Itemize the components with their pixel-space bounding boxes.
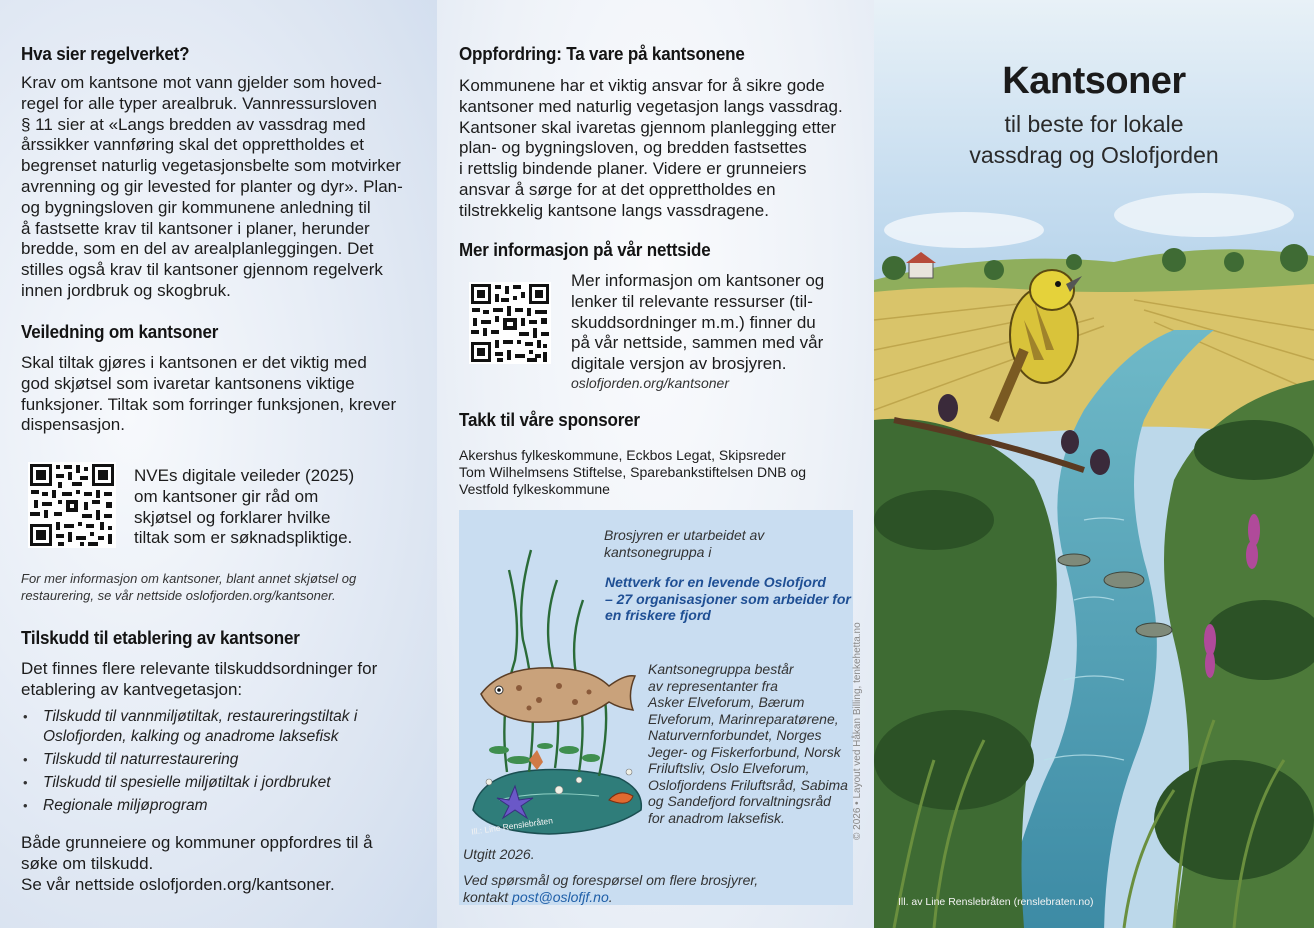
heading-tilskudd: Tilskudd til etablering av kantsoner: [21, 627, 300, 648]
published-year: Utgitt 2026.: [463, 846, 535, 862]
list-item: • Tilskudd til naturrestaurering: [21, 750, 431, 770]
sponsorer-text: Akershus fylkeskommune, Eckbos Legat, Skipsreder Tom Wilhelmsens Stiftelse, Sparebankstiftelsen DNB og Vestfold fylkeskommune: [459, 447, 807, 498]
heading-veiledning: Veiledning om kantsoner: [21, 321, 219, 342]
website-qr-code[interactable]: [469, 282, 551, 364]
cover-subtitle: til beste for lokale vassdrag og Oslofjorden: [969, 111, 1219, 168]
oppfordring-text: Kommunene har et viktig ansvar for å sikre gode kantsoner med naturlig vegetasjon langs vassdrag. Kantsoner skal ivaretas gjennom planlegging etter plan- og bygningsloven, og bredden fastsettes i rettslig bindende planer. Videre er grunneiers ansvar å sørge for at det opprettholdes en tilstrekkelig kantsone langs vassdragene.: [459, 76, 843, 220]
vertical-credit: © 2026 • Layout ved Håkan Billing, tenkehetta.no: [852, 622, 863, 840]
veiledning-text: Skal tiltak gjøres i kantsonen er det viktig med god skjøtsel som ivaretar kantsonens viktige funksjoner. Tiltak som forringer funksjonen, krever dispensasjon.: [21, 353, 397, 435]
network-name: Nettverk for en levende Oslofjord – 27 organisasjoner som arbeider for en friskere fjord: [605, 574, 851, 623]
list-item: • Tilskudd til spesielle miljøtiltak i jordbruket: [21, 773, 431, 793]
heading-regelverket: Hva sier regelverket?: [21, 43, 190, 64]
publisher-info-box: [459, 510, 853, 905]
nve-qr-code[interactable]: [28, 462, 116, 548]
list-item: • Regionale miljøprogram: [21, 796, 431, 816]
heading-mer-informasjon: Mer informasjon på vår nettside: [459, 239, 711, 260]
contact-info: Ved spørsmål og forespørsel om flere brosjyrer, kontakt post@oslofjf.no.: [463, 872, 759, 905]
cover-title: Kantsoner: [1002, 60, 1186, 102]
illustration-credit: Ill.: Line Renslebråten: [470, 815, 554, 837]
cover-credit: Ill. av Line Renslebråten (renslebraten.no): [898, 896, 1094, 908]
regelverket-text: Krav om kantsone mot vann gjelder som hoved- regel for alle typer arealbruk. Vannressursloven § 11 sier at «Langs bredden av vassdrag med årssikker vannføring skal det opprettholdes et begrenset naturlig vegetasjonsbelte som motvirker avrenning og gir levested for planter og dyr». Plan- og bygningsloven gir kommunene anledning til å fastsette krav til kantsoner i planer, herunder bredde, som en del av arealplanleggingen. Det stilles også krav til kantsoner gjennom regelverk innen jordbruk og skogbruk.: [21, 73, 403, 300]
veiledning-note: For mer informasjon om kantsoner, blant annet skjøtsel og restaurering, se vår nettside oslofjorden.org/kantsoner.: [21, 571, 357, 603]
nve-qr-text: NVEs digitale veileder (2025) om kantsoner gir råd om skjøtsel og forklarer hvilke tiltak som er søknadspliktige.: [134, 466, 355, 548]
tilskudd-closing: Både grunneiere og kommuner oppfordres til å søke om tilskudd. Se vår nettside oslofjorden.org/kantsoner.: [21, 833, 373, 894]
website-url[interactable]: oslofjorden.org/kantsoner: [571, 375, 729, 391]
tilskudd-list: [21, 707, 431, 819]
mer-informasjon-text: Mer informasjon om kantsoner og lenker til relevante ressurser (til- skuddsordninger m.m.) finner du på vår nettside, sammen med vår digitale versjon av brosjyren.: [571, 271, 825, 374]
tilskudd-text: Det finnes flere relevante tilskuddsordninger for etablering av kantvegetasjon:: [21, 659, 378, 699]
heading-oppfordring: Oppfordring: Ta vare på kantsonene: [459, 43, 745, 64]
box-members: Kantsonegruppa består av representanter fra Asker Elveforum, Bærum Elveforum, Marinreparatørene, Naturvernforbundet, Norges Jeger- og Fiskerforbund, Norsk Friluftsliv, Oslo Elveforum, Oslofjordens Friluftsråd, Sabima og Sandefjord forvaltningsråd for anadrom laksefisk.: [648, 661, 848, 826]
list-item: • Tilskudd til vannmiljøtiltak, restaureringstiltak i Oslofjorden, kalking og anadrome laksefisk: [21, 707, 431, 746]
heading-sponsorer: Takk til våre sponsorer: [459, 409, 640, 430]
contact-email-link[interactable]: post@oslofjf.no: [512, 888, 609, 905]
box-intro: Brosjyren er utarbeidet av kantsonegruppa i: [604, 527, 765, 560]
